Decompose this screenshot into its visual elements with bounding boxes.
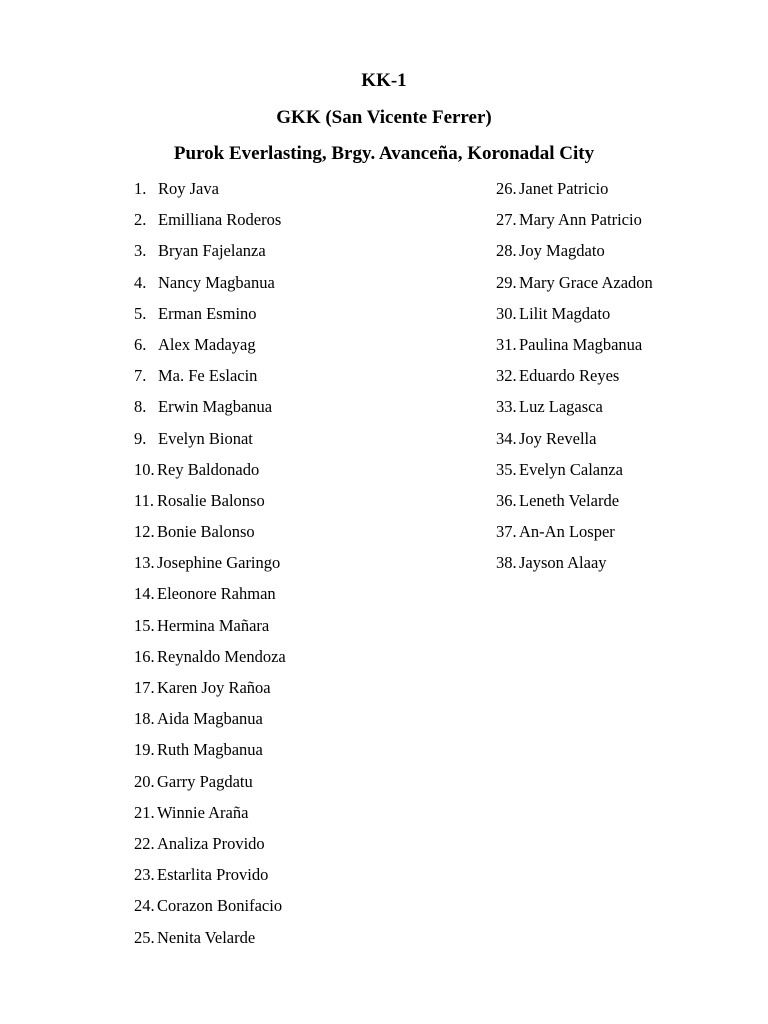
list-item	[496, 552, 653, 583]
list-item	[134, 334, 286, 365]
member-name: Roy Java	[158, 179, 219, 198]
member-name: Ruth Magbanua	[157, 740, 263, 760]
member-name: Rosalie Balonso	[157, 490, 265, 510]
item-number: 23.	[134, 865, 155, 885]
item-number: 36.	[496, 490, 517, 510]
member-name: Ma. Fe Eslacin	[158, 366, 258, 386]
list-item	[134, 771, 286, 802]
item-number: 33.	[496, 397, 517, 417]
list-item	[496, 396, 653, 427]
name-list-left	[134, 178, 286, 958]
list-item	[496, 178, 653, 209]
item-number: 5.	[134, 303, 147, 323]
list-item	[134, 833, 286, 864]
item-number: 21.	[134, 802, 155, 822]
member-name: Erwin Magbanua	[158, 397, 273, 417]
location-line: Purok Everlasting, Brgy. Avanceña, Koronadal City	[173, 143, 595, 164]
item-number: 35.	[496, 459, 517, 479]
list-item	[496, 490, 653, 521]
member-name: Joy Magdato	[519, 241, 605, 261]
list-item	[134, 552, 286, 583]
list-item	[134, 490, 286, 521]
member-name: Corazon Bonifacio	[157, 896, 283, 916]
member-name: Bonie Balonso	[157, 522, 255, 542]
item-number: 12.	[134, 522, 155, 542]
item-number: 4.	[134, 272, 147, 292]
list-item	[134, 428, 286, 459]
item-number: 19.	[134, 740, 155, 760]
list-item	[496, 303, 653, 334]
item-number: 8.	[134, 397, 147, 417]
item-number: 11.	[134, 490, 155, 510]
item-number: 34.	[496, 428, 517, 448]
member-name: Nancy Magbanua	[158, 272, 275, 292]
item-number: 16.	[134, 646, 155, 666]
item-number: 13.	[134, 553, 155, 573]
item-number: 14.	[134, 584, 155, 604]
member-name: Reynaldo Mendoza	[157, 646, 286, 666]
list-item	[134, 927, 286, 958]
item-number: 25.	[134, 927, 155, 947]
member-name: Evelyn Calanza	[519, 459, 623, 479]
list-item	[496, 521, 653, 552]
member-name: Analiza Provido	[157, 833, 265, 853]
member-name: Rey Baldonado	[157, 459, 260, 479]
item-number: 1.	[134, 179, 147, 198]
list-item	[134, 396, 286, 427]
member-name: Erman Esmino	[158, 303, 257, 323]
item-number: 22.	[134, 833, 155, 853]
list-item	[134, 708, 286, 739]
list-item	[134, 209, 286, 240]
list-item	[134, 272, 286, 303]
member-name: Mary Grace Azadon	[519, 272, 653, 292]
member-name: Nenita Velarde	[157, 927, 256, 947]
list-item	[134, 365, 286, 396]
member-name: Luz Lagasca	[519, 397, 603, 417]
member-name: Winnie Araña	[157, 802, 249, 822]
item-number: 9.	[134, 428, 147, 448]
item-number: 26.	[496, 179, 517, 198]
document-title: KK-1	[361, 70, 407, 91]
list-item	[134, 864, 286, 895]
list-item	[496, 240, 653, 271]
name-list-right	[496, 178, 653, 583]
member-name: Hermina Mañara	[157, 615, 270, 635]
member-name: Emilliana Roderos	[158, 210, 282, 230]
list-item	[134, 895, 286, 926]
member-name: Josephine Garingo	[157, 553, 281, 573]
list-item	[134, 178, 286, 209]
item-number: 6.	[134, 334, 147, 354]
item-number: 28.	[496, 241, 517, 261]
item-number: 7.	[134, 366, 147, 386]
list-item	[134, 521, 286, 552]
list-item	[496, 365, 653, 396]
list-item	[134, 802, 286, 833]
member-name: Eleonore Rahman	[157, 584, 276, 604]
item-number: 30.	[496, 303, 517, 323]
list-item	[496, 428, 653, 459]
list-item	[134, 583, 286, 614]
item-number: 38.	[496, 553, 517, 573]
member-name: Bryan Fajelanza	[158, 241, 266, 261]
member-name: Lilit Magdato	[519, 303, 611, 323]
member-name: An-An Losper	[519, 522, 615, 542]
member-name: Alex Madayag	[158, 334, 256, 354]
group-name: GKK (San Vicente Ferrer)	[276, 107, 492, 128]
item-number: 15.	[134, 615, 155, 635]
item-number: 20.	[134, 771, 155, 791]
list-item	[134, 240, 286, 271]
item-number: 27.	[496, 210, 517, 230]
member-name: Mary Ann Patricio	[519, 210, 642, 230]
list-item	[496, 459, 653, 490]
member-name: Evelyn Bionat	[158, 428, 253, 448]
list-item	[134, 615, 286, 646]
list-item	[134, 646, 286, 677]
item-number: 18.	[134, 709, 155, 729]
item-number: 2.	[134, 210, 147, 230]
list-item	[134, 739, 286, 770]
member-name: Eduardo Reyes	[519, 366, 620, 386]
member-name: Aida Magbanua	[157, 709, 263, 729]
item-number: 3.	[134, 241, 147, 261]
item-number: 29.	[496, 272, 517, 292]
member-name: Jayson Alaay	[519, 553, 607, 573]
member-name: Joy Revella	[519, 428, 597, 448]
member-name: Garry Pagdatu	[157, 771, 253, 791]
member-name: Janet Patricio	[519, 179, 609, 198]
item-number: 24.	[134, 896, 155, 916]
item-number: 10.	[134, 459, 155, 479]
list-item	[134, 677, 286, 708]
list-item	[496, 209, 653, 240]
list-item	[496, 272, 653, 303]
member-name: Paulina Magbanua	[519, 334, 643, 354]
item-number: 37.	[496, 522, 517, 542]
member-name: Leneth Velarde	[519, 490, 620, 510]
member-name: Estarlita Provido	[157, 865, 269, 885]
list-item	[134, 303, 286, 334]
list-item	[134, 459, 286, 490]
item-number: 17.	[134, 678, 155, 697]
item-number: 31.	[496, 334, 517, 354]
list-item	[496, 334, 653, 365]
member-name: Karen Joy Rañoa	[157, 678, 271, 697]
item-number: 32.	[496, 366, 517, 386]
